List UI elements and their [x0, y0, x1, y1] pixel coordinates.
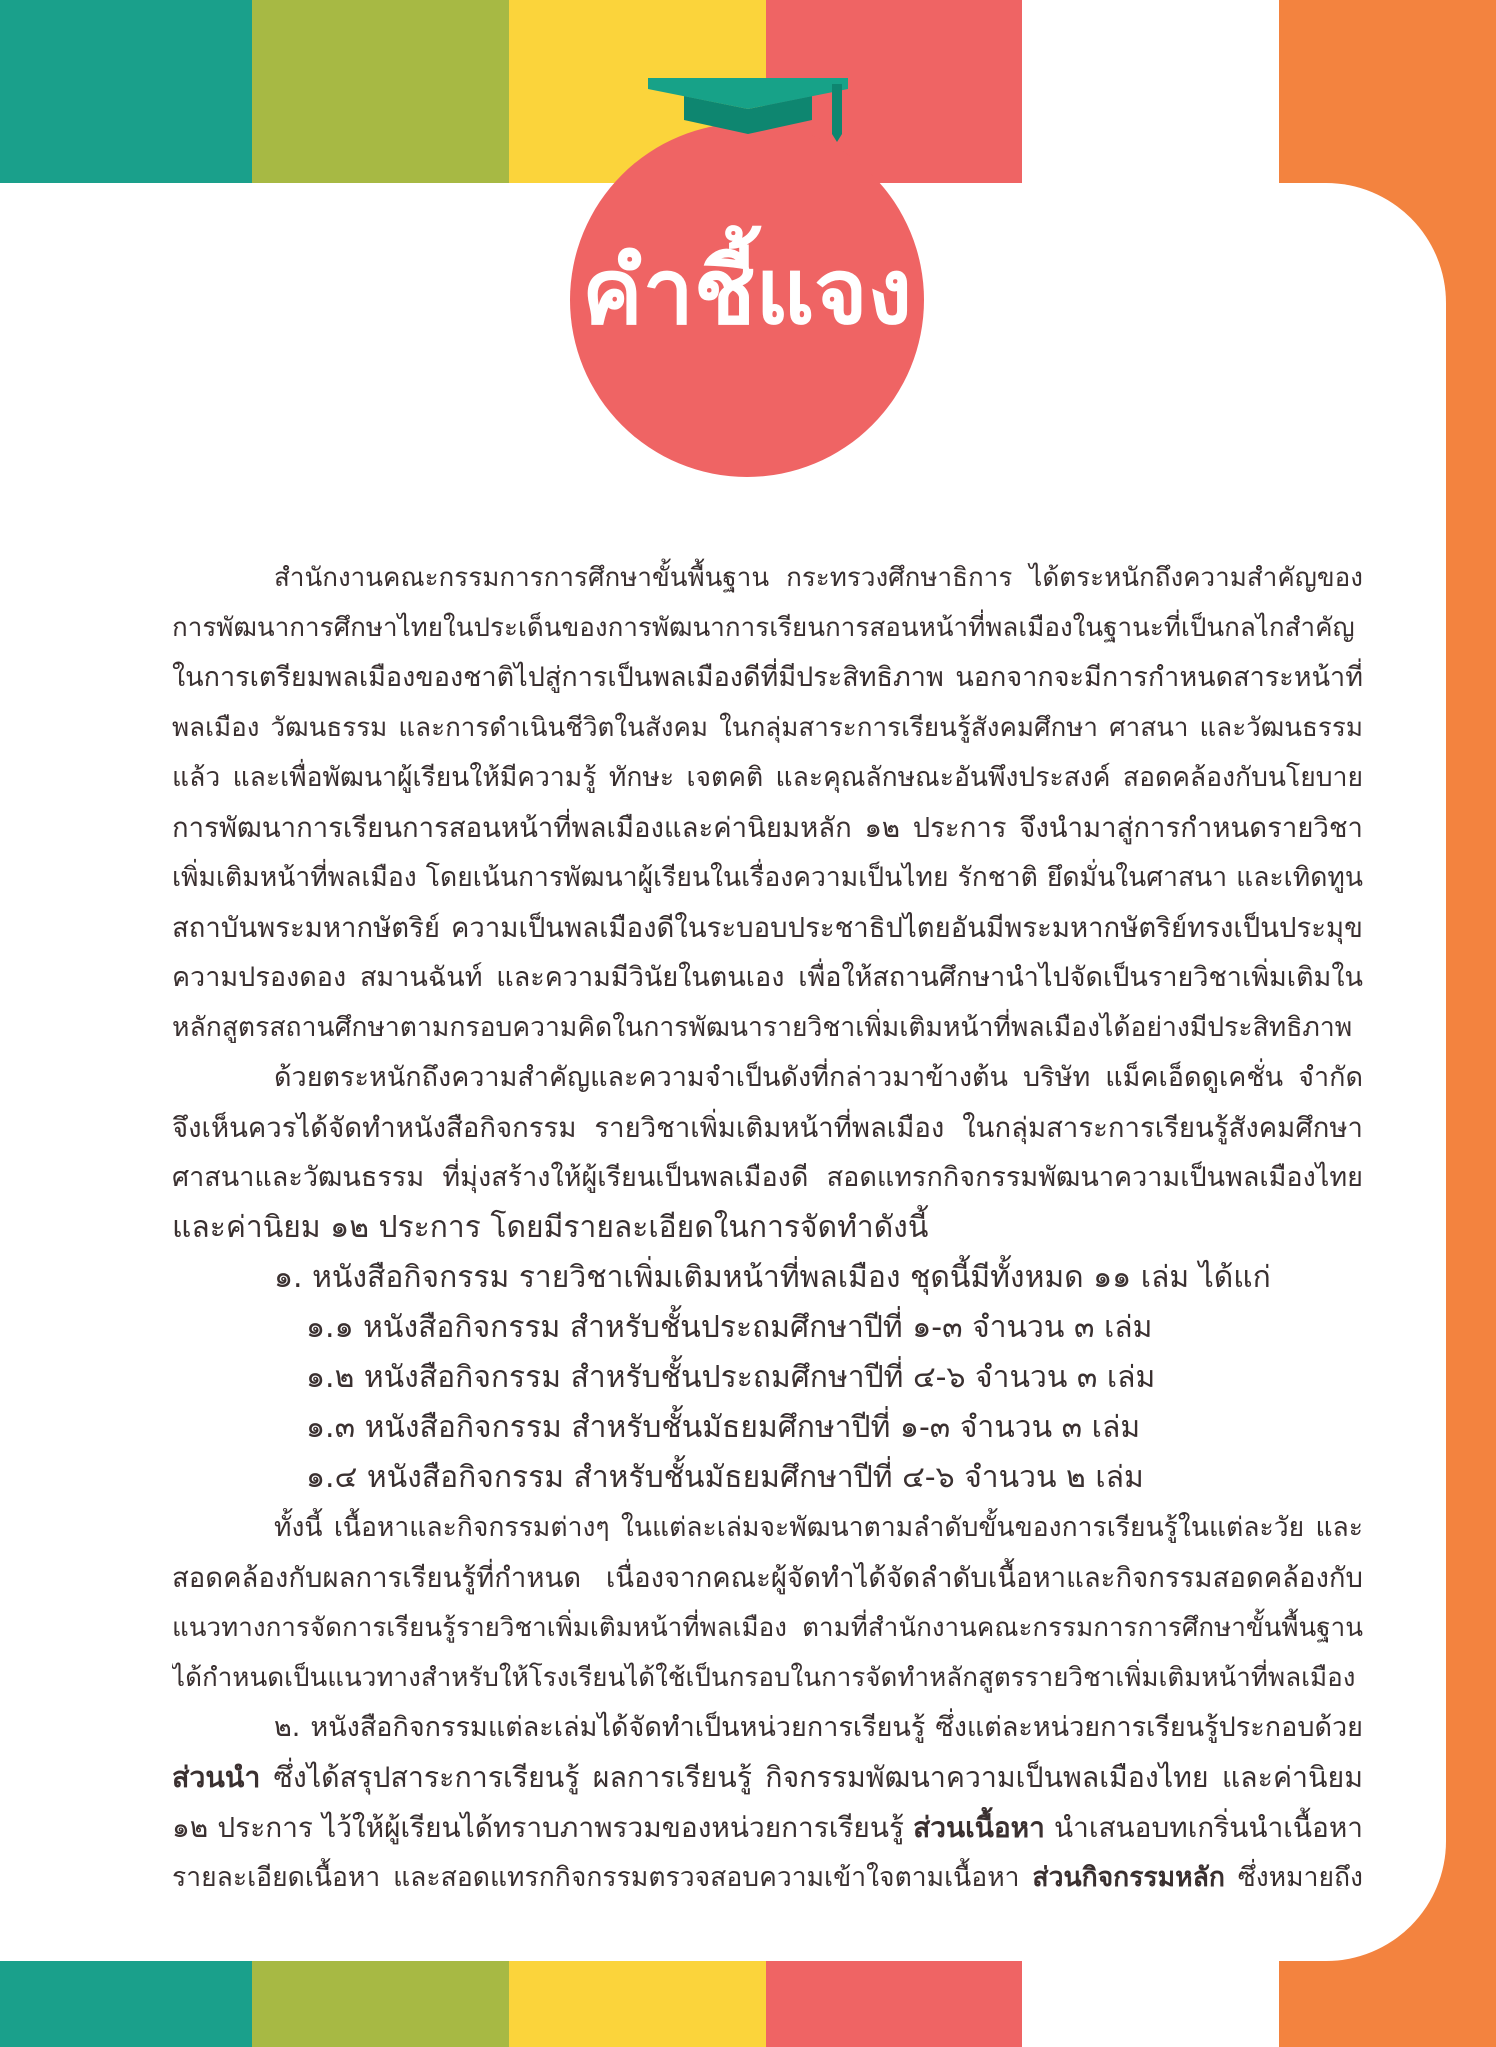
text-segment: นำเสนอบทเกริ่นนำเนื้อหา [1044, 1811, 1363, 1844]
text-line: สอดคล้องกับผลการเรียนรู้ที่กำหนด เนื่องจากคณะผู้จัดทำได้จัดลำดับเนื้อหาและกิจกรรมสอดคล้องกับ [172, 1562, 1363, 1594]
text-segment: ซึ่งได้สรุปสาระการเรียนรู้ ผลการเรียนรู้ กิจกรรมพัฒนาความเป็นพลเมืองไทย และค่านิยม [260, 1761, 1363, 1794]
text-line: ด้วยตระหนักถึงความสำคัญและความจำเป็นดังที่กล่าวมาข้างต้น บริษัท แม็คเอ็ดดูเคชั่น จำกัด [274, 1062, 1363, 1093]
list-item: ๑. หนังสือกิจกรรม รายวิชาเพิ่มเติมหน้าที่พลเมือง ชุดนี้มีทั้งหมด ๑๑ เล่ม ได้แก่ [274, 1260, 1271, 1295]
text-line [172, 1803, 1363, 1853]
text-line: สำนักงานคณะกรรมการการศึกษาขั้นพื้นฐาน กระทรวงศึกษาธิการ ได้ตระหนักถึงความสำคัญของ [274, 563, 1363, 593]
text-line [172, 1753, 1363, 1803]
text-segment: ๑๒ ประการ ไว้ให้ผู้เรียนได้ทราบภาพรวมของหน่วยการเรียนรู้ [172, 1811, 914, 1844]
text-line: ได้กำหนดเป็นแนวทางสำหรับให้โรงเรียนได้ใช้เป็นกรอบในการจัดทำหลักสูตรรายวิชาเพิ่มเติมหน้าที่พลเมือง [172, 1663, 1356, 1693]
bottom-band-teal [0, 1961, 252, 2047]
text-line: หลักสูตรสถานศึกษาตามกรอบความคิดในการพัฒนารายวิชาเพิ่มเติมหน้าที่พลเมืองได้อย่างมีประสิทธิภาพ [172, 1012, 1353, 1043]
text-line [172, 1853, 1363, 1903]
text-line: แนวทางการจัดการเรียนรู้รายวิชาเพิ่มเติมหน้าที่พลเมือง ตามที่สำนักงานคณะกรรมการการศึกษาขั้นพื้นฐาน [172, 1613, 1363, 1643]
text-line: ทั้งนี้ เนื้อหาและกิจกรรมต่างๆ ในแต่ละเล่มจะพัฒนาตามลำดับขั้นของการเรียนรู้ในแต่ละวัย และ [274, 1512, 1363, 1543]
title-circle [570, 123, 924, 477]
bold-term: ส่วนเนื้อหา [913, 1811, 1045, 1844]
text-line: จึงเห็นควรได้จัดทำหนังสือกิจกรรม รายวิชาเพิ่มเติมหน้าที่พลเมือง ในกลุ่มสาระการเรียนรู้สังคมศึกษา [172, 1112, 1363, 1144]
bold-term: ส่วนกิจกรรมหลัก [1032, 1862, 1225, 1893]
top-band-olive [252, 0, 509, 183]
text-line: การพัฒนาการศึกษาไทยในประเด็นของการพัฒนาการเรียนการสอนหน้าที่พลเมืองในฐานะที่เป็นกลไกสำคัญ [172, 613, 1355, 643]
graduation-cap-icon [648, 78, 848, 142]
bottom-band-olive [252, 1961, 509, 2047]
bottom-band-coral [766, 1961, 1022, 2047]
list-subitem: ๑.๓ หนังสือกิจกรรม สำหรับชั้นมัธยมศึกษาปีที่ ๑-๓ จำนวน ๓ เล่ม [306, 1410, 1141, 1445]
text-line: เพิ่มเติมหน้าที่พลเมือง โดยเน้นการพัฒนาผู้เรียนในเรื่องความเป็นไทย รักชาติ ยึดมั่นในศาสนา และเทิดทูน [172, 862, 1363, 893]
list-subitem: ๑.๔ หนังสือกิจกรรม สำหรับชั้นมัธยมศึกษาปีที่ ๔-๖ จำนวน ๒ เล่ม [306, 1460, 1144, 1495]
list-subitem: ๑.๒ หนังสือกิจกรรม สำหรับชั้นประถมศึกษาปีที่ ๔-๖ จำนวน ๓ เล่ม [306, 1360, 1156, 1395]
text-line: และค่านิยม ๑๒ ประการ โดยมีรายละเอียดในการจัดทำดังนี้ [172, 1210, 929, 1245]
text-line: แล้ว และเพื่อพัฒนาผู้เรียนให้มีความรู้ ทักษะ เจตคติ และคุณลักษณะอันพึงประสงค์ สอดคล้องกับนโยบาย [172, 762, 1363, 793]
list-item: ๒. หนังสือกิจกรรมแต่ละเล่มได้จัดทำเป็นหน่วยการเรียนรู้ ซึ่งแต่ละหน่วยการเรียนรู้ประกอบด้วย [274, 1712, 1363, 1743]
text-line: การพัฒนาการเรียนการสอนหน้าที่พลเมืองและค่านิยมหลัก ๑๒ ประการ จึงนำมาสู่การกำหนดรายวิชา [172, 812, 1363, 844]
top-band-teal [0, 0, 252, 183]
text-line: พลเมือง วัฒนธรรม และการดำเนินชีวิตในสังคม ในกลุ่มสาระการเรียนรู้สังคมศึกษา ศาสนา และวัฒนธรรม [172, 713, 1363, 743]
text-segment: รายละเอียดเนื้อหา และสอดแทรกกิจกรรมตรวจสอบความเข้าใจตามเนื้อหา [172, 1862, 1033, 1893]
body-text [172, 553, 1363, 1943]
text-segment: ซึ่งหมายถึง [1224, 1862, 1363, 1893]
list-subitem: ๑.๑ หนังสือกิจกรรม สำหรับชั้นประถมศึกษาปีที่ ๑-๓ จำนวน ๓ เล่ม [306, 1310, 1153, 1345]
text-line: ศาสนาและวัฒนธรรม ที่มุ่งสร้างให้ผู้เรียนเป็นพลเมืองดี สอดแทรกกิจกรรมพัฒนาความเป็นพลเมืองไทย [172, 1162, 1363, 1193]
bottom-band-yellow [509, 1961, 766, 2047]
bold-term: ส่วนนำ [172, 1761, 261, 1794]
text-line: ความปรองดอง สมานฉันท์ และความมีวินัยในตนเอง เพื่อให้สถานศึกษานำไปจัดเป็นรายวิชาเพิ่มเติมใน [172, 962, 1363, 993]
text-line: สถาบันพระมหากษัตริย์ ความเป็นพลเมืองดีในระบอบประชาธิปไตยอันมีพระมหากษัตริย์ทรงเป็นประมุข [172, 912, 1363, 944]
text-line: ในการเตรียมพลเมืองของชาติไปสู่การเป็นพลเมืองดีที่มีประสิทธิภาพ นอกจากจะมีการกำหนดสาระหน้าที่ [172, 662, 1363, 693]
page-title: คำชี้แจง [581, 240, 913, 346]
